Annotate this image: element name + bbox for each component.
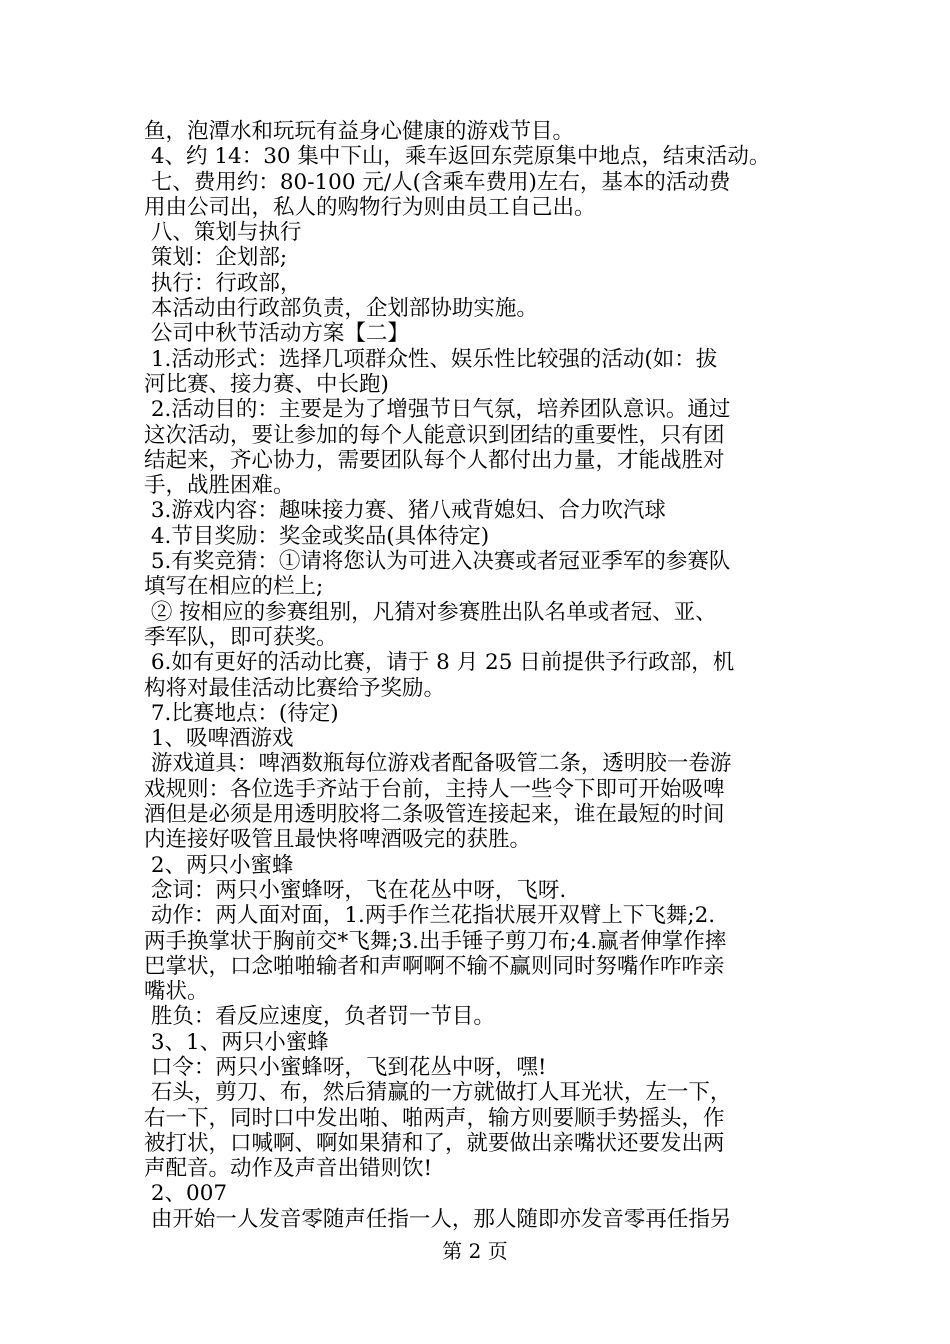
text-line: 结起来，齐心协力，需要团队每个人都付出力量，才能战胜对 (144, 447, 725, 473)
text-line: 2、两只小蜜蜂 (144, 852, 294, 878)
text-line: 1.活动形式：选择几项群众性、娱乐性比较强的活动(如：拔 (144, 346, 718, 372)
text-line: 6.如有更好的活动比赛，请于 8 月 25 日前提供予行政部，机 (144, 650, 735, 676)
text-line: 这次活动，要让参加的每个人能意识到团结的重要性，只有团 (144, 422, 725, 448)
text-line: 河比赛、接力赛、中长跑) (144, 371, 389, 397)
document-body (144, 119, 824, 1232)
text-line: 被打状，口喊啊、啊如果猜和了，就要做出亲嘴状还要发出两 (144, 1130, 725, 1156)
text-line: 填写在相应的栏上; (144, 574, 324, 600)
text-line: 声配音。动作及声音出错则饮! (144, 1156, 433, 1182)
text-line: 用由公司出，私人的购物行为则由员工自己出。 (144, 194, 596, 220)
text-line: 1、吸啤酒游戏 (144, 726, 294, 752)
text-line: 巴掌状，口念啪啪输者和声啊啊不输不赢则同时努嘴作咋咋亲 (144, 953, 725, 979)
text-line: 2.活动目的：主要是为了增强节日气氛，培养团队意识。通过 (144, 397, 731, 423)
text-line: 执行：行政部， (144, 270, 302, 296)
text-line: 4、约 14：30 集中下山，乘车返回东莞原集中地点，结束活动。 (144, 144, 771, 170)
text-line: ② 按相应的参赛组别，凡猜对参赛胜出队名单或者冠、亚、 (144, 599, 717, 625)
text-line: 游戏道具：啤酒数瓶每位游戏者配备吸管二条，透明胶一卷游 (144, 751, 732, 777)
text-line: 由开始一人发音零随声任指一人，那人随即亦发音零再任指另 (144, 1206, 732, 1232)
text-line: 本活动由行政部负责，企划部协助实施。 (144, 296, 538, 322)
text-line: 石头，剪刀、布，然后猜赢的一方就做打人耳光状，左一下， (144, 1080, 732, 1106)
text-line: 内连接好吸管且最快将啤酒吸完的获胜。 (144, 827, 532, 853)
text-line: 七、费用约：80-100 元/人(含乘车费用)左右，基本的活动费 (144, 169, 731, 195)
text-line: 季军队，即可获奖。 (144, 624, 338, 650)
text-line: 八、策划与执行 (144, 220, 302, 246)
text-line: 4.节目奖励：奖金或奖品(具体待定) (144, 523, 490, 549)
text-line: 右一下，同时口中发出啪、啪两声，输方则要顺手势摇头，作 (144, 1105, 725, 1131)
text-line: 念词：两只小蜜蜂呀，飞在花丛中呀，飞呀. (144, 877, 567, 903)
text-line: 戏规则：各位选手齐站于台前，主持人一些令下即可开始吸啤 (144, 776, 725, 802)
text-line: 鱼，泡潭水和玩玩有益身心健康的游戏节目。 (144, 119, 575, 144)
text-line: 手，战胜困难。 (144, 473, 295, 499)
page-footer: 第 2 页 (442, 1239, 508, 1263)
text-line: 胜负：看反应速度，负者罚一节目。 (144, 1004, 495, 1030)
text-line: 3.游戏内容：趣味接力赛、猪八戒背媳妇、合力吹汽球 (144, 498, 666, 524)
text-line: 3、1、两只小蜜蜂 (144, 1029, 329, 1055)
text-line: 构将对最佳活动比赛给予奖励。 (144, 675, 446, 701)
text-line: 酒但是必须是用透明胶将二条吸管连接起来，谁在最短的时间 (144, 802, 725, 828)
text-line: 策划：企划部; (144, 245, 288, 271)
text-line: 动作：两人面对面，1.两手作兰花指状展开双臂上下飞舞;2. (144, 903, 716, 929)
text-line: 公司中秋节活动方案【二】 (144, 321, 409, 347)
text-line: 嘴状。 (144, 979, 209, 1005)
text-line: 2、007 (144, 1181, 228, 1207)
text-line: 两手换掌状于胸前交*飞舞;3.出手锤子剪刀布;4.赢者伸掌作摔 (144, 928, 727, 954)
text-line: 口令：两只小蜜蜂呀，飞到花丛中呀，嘿! (144, 1054, 547, 1080)
text-line: 7.比赛地点：(待定) (144, 700, 339, 726)
text-line: 5.有奖竞猜：①请将您认为可进入决赛或者冠亚季军的参赛队 (144, 549, 731, 575)
